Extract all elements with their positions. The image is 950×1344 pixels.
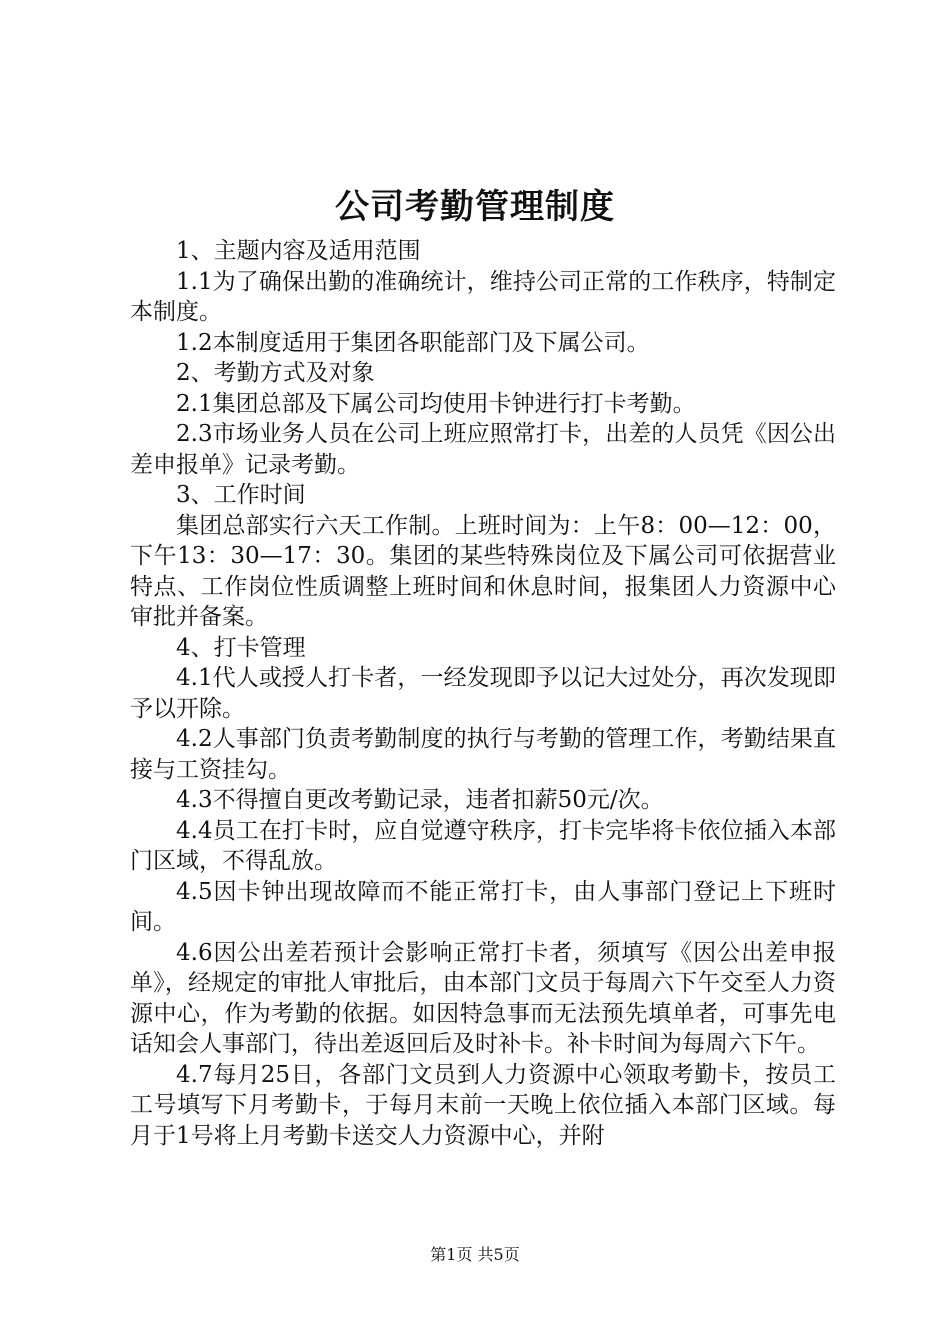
paragraph-4-2: 4.2人事部门负责考勤制度的执行与考勤的管理工作，考勤结果直接与工资挂勾。 [130, 726, 836, 783]
paragraph-2-3: 2.3市场业务人员在公司上班应照常打卡，出差的人员凭《因公出差申报单》记录考勤。 [130, 421, 836, 478]
paragraph-4-7: 4.7每月25日，各部门文员到人力资源中心领取考勤卡，按员工工号填写下月考勤卡，于每月末前一天晚上依位插入本部门区域。每月于1号将上月考勤卡送交人力资源中心，并附 [130, 1061, 836, 1149]
paragraph-3-body: 集团总部实行六天工作制。上班时间为：上午8：00—12：00，下午13：30—17：30。集团的某些特殊岗位及下属公司可依据营业特点、工作岗位性质调整上班时间和休息时间，报集团人力资源中心审批并备案。 [130, 512, 836, 630]
paragraph-2-1: 2.1集团总部及下属公司均使用卡钟进行打卡考勤。 [176, 390, 696, 417]
paragraph-4: 4、打卡管理 [176, 634, 306, 661]
paragraph-3: 3、工作时间 [176, 482, 306, 508]
paragraph-4-1: 4.1代人或授人打卡者，一经发现即予以记大过处分，再次发现即予以开除。 [130, 665, 836, 722]
document-title: 公司考勤管理制度 [335, 187, 615, 227]
document-body [130, 236, 836, 1151]
paragraph-4-4: 4.4员工在打卡时，应自觉遵守秩序，打卡完毕将卡依位插入本部门区域，不得乱放。 [130, 817, 836, 874]
paragraph-4-3: 4.3不得擅自更改考勤记录，违者扣薪50元/次。 [176, 787, 664, 813]
paragraph-1-1: 1.1为了确保出勤的准确统计，维持公司正常的工作秩序，特制定本制度。 [130, 268, 836, 325]
page-footer: 第1页 共5页 [430, 1245, 520, 1264]
paragraph-2: 2、考勤方式及对象 [176, 360, 375, 386]
paragraph-4-5: 4.5因卡钟出现故障而不能正常打卡，由人事部门登记上下班时间。 [130, 878, 836, 935]
paragraph-1-2: 1.2本制度适用于集团各职能部门及下属公司。 [176, 329, 650, 356]
paragraph-1: 1、主题内容及适用范围 [176, 238, 421, 264]
paragraph-4-6: 4.6因公出差若预计会影响正常打卡者，须填写《因公出差申报单》，经规定的审批人审批后，由本部门文员于每周六下午交至人力资源中心，作为考勤的依据。如因特急事而无法预先填单者，可事先电话知会人事部门，待出差返回后及时补卡。补卡时间为每周六下午。 [130, 939, 836, 1057]
